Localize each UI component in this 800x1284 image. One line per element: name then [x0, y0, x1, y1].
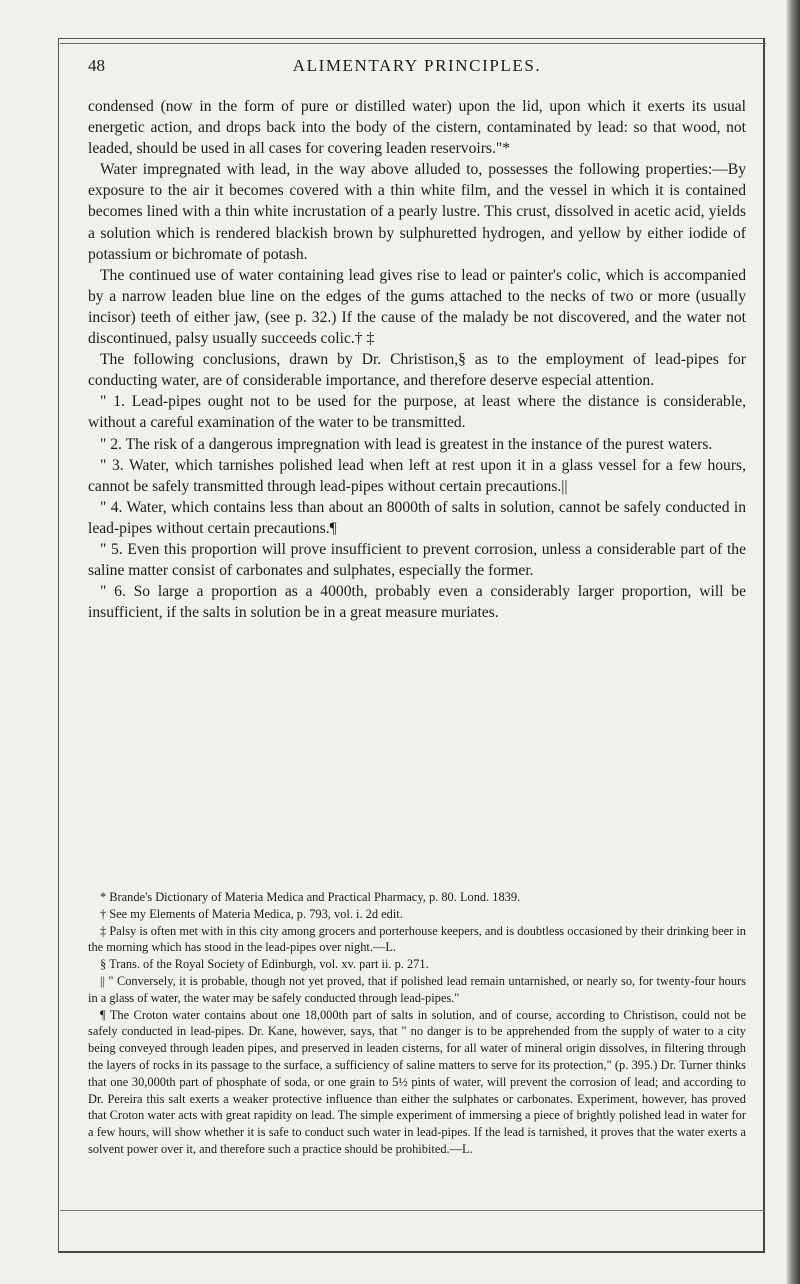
- footnote: ¶ The Croton water contains about one 18,000th part of salts in solution, and of course, according to Christison, could not be safely conducted in lead-pipes. Dr. Kane, however, says, that " no danger is to be apprehended from the supply of water to a city being conveyed through leaden pipes, and preserved in leaden cisterns, for all water of mineral origin dissolves, in filtering through the layers of rocks in its passage to the surface, a sufficiency of saline matters to serve for its protection," (p. 395.) Dr. Turner thinks that one 30,000th part of phosphate of soda, or one grain to 5½ pints of water, will prevent the corrosion of lead; and according to Dr. Pereira this salt exerts a weaker protective influence than either the sulphates or carbonates. Experiment, however, has proved that Croton water acts with great rapidity on lead. The simple experiment of immersing a piece of brightly polished lead in water for a few hours, will show whether it is safe to conduct such water in lead-pipes. If the lead is tarnished, it proves that the water exerts a solvent power over it, and therefore such a practice should be prohibited.—L.: [88, 1007, 746, 1156]
- page-number: 48: [88, 56, 105, 75]
- numbered-conclusion: " 6. So large a proportion as a 4000th, probably even a considerably larger proportion, will be insufficient, if the salts in solution be in a great measure muriates.: [88, 583, 746, 622]
- numbered-conclusion: " 2. The risk of a dangerous impregnation with lead is greatest in the instance of the purest waters.: [100, 435, 713, 453]
- numbered-conclusion: " 5. Even this proportion will prove insufficient to prevent corrosion, unless a considerable part of the saline matter consist of carbonates and sulphates, especially the former.: [88, 540, 746, 580]
- footnote: * Brande's Dictionary of Materia Medica and Practical Pharmacy, p. 80. Lond. 1839.: [100, 890, 521, 904]
- footnote: ‡ Palsy is often met with in this city among grocers and porterhouse keepers, and is doubtless occasioned by their drinking beer in the morning which has stood in the lead-pipes over night.—L.: [88, 923, 746, 955]
- page-header: [88, 52, 746, 86]
- footnote: || " Conversely, it is probable, though not yet proved, that if polished lead remain untarnished, or nearly so, for twenty-four hours in a glass of water, the water may be safely conducted through lead-pipes.": [88, 973, 746, 1005]
- paragraph: condensed (now in the form of pure or distilled water) upon the lid, upon which it exerts its usual energetic action, and drops back into the body of the cistern, contaminated by lead: so that wood, not leaded, should be used in all cases for covering leaden reservoirs."*: [88, 98, 746, 158]
- top-rule: [60, 43, 766, 44]
- numbered-conclusion: " 1. Lead-pipes ought not to be used for the purpose, at least where the distance is considerable, without a careful examination of the water to be transmitted.: [88, 393, 746, 432]
- scan-edge-shadow: [786, 0, 800, 1284]
- running-head: ALIMENTARY PRINCIPLES.: [292, 56, 542, 75]
- paragraph: The following conclusions, drawn by Dr. Christison,§ as to the employment of lead-pipes for conducting water, are of considerable importance, and therefore deserve especial attention.: [88, 351, 746, 390]
- paragraph: The continued use of water containing lead gives rise to lead or painter's colic, which is accompanied by a narrow leaden blue line on the edges of the gums attached to the necks of two or more (usually incisor) teeth of either jaw, (see p. 32.) If the cause of the malady be not discovered, and the water not discontinued, palsy usually succeeds colic.† ‡: [88, 266, 746, 348]
- paragraph: Water impregnated with lead, in the way above alluded to, possesses the following properties:—By exposure to the air it becomes covered with a thin white film, and the vessel in which it is contained becomes lined with a thin white incrustation of a pearly lustre. This crust, dissolved in acetic acid, yields a solution which is rendered blackish brown by sulphuretted hydrogen, and yellow by either iodide of potassium or bichromate of potash.: [88, 161, 746, 263]
- body-text: [88, 96, 746, 623]
- numbered-conclusion: " 3. Water, which tarnishes polished lead when left at rest upon it in a glass vessel for a few hours, cannot be safely transmitted through lead-pipes without certain precautions.||: [88, 456, 746, 495]
- footnote: † See my Elements of Materia Medica, p. 793, vol. i. 2d edit.: [100, 906, 403, 921]
- footnote: § Trans. of the Royal Society of Edinburgh, vol. xv. part ii. p. 271.: [100, 957, 429, 972]
- footnotes: [88, 889, 746, 1158]
- numbered-conclusion: " 4. Water, which contains less than about an 8000th of salts in solution, cannot be safely conducted in lead-pipes without certain precautions.¶: [88, 498, 746, 537]
- bottom-rule: [60, 1210, 764, 1211]
